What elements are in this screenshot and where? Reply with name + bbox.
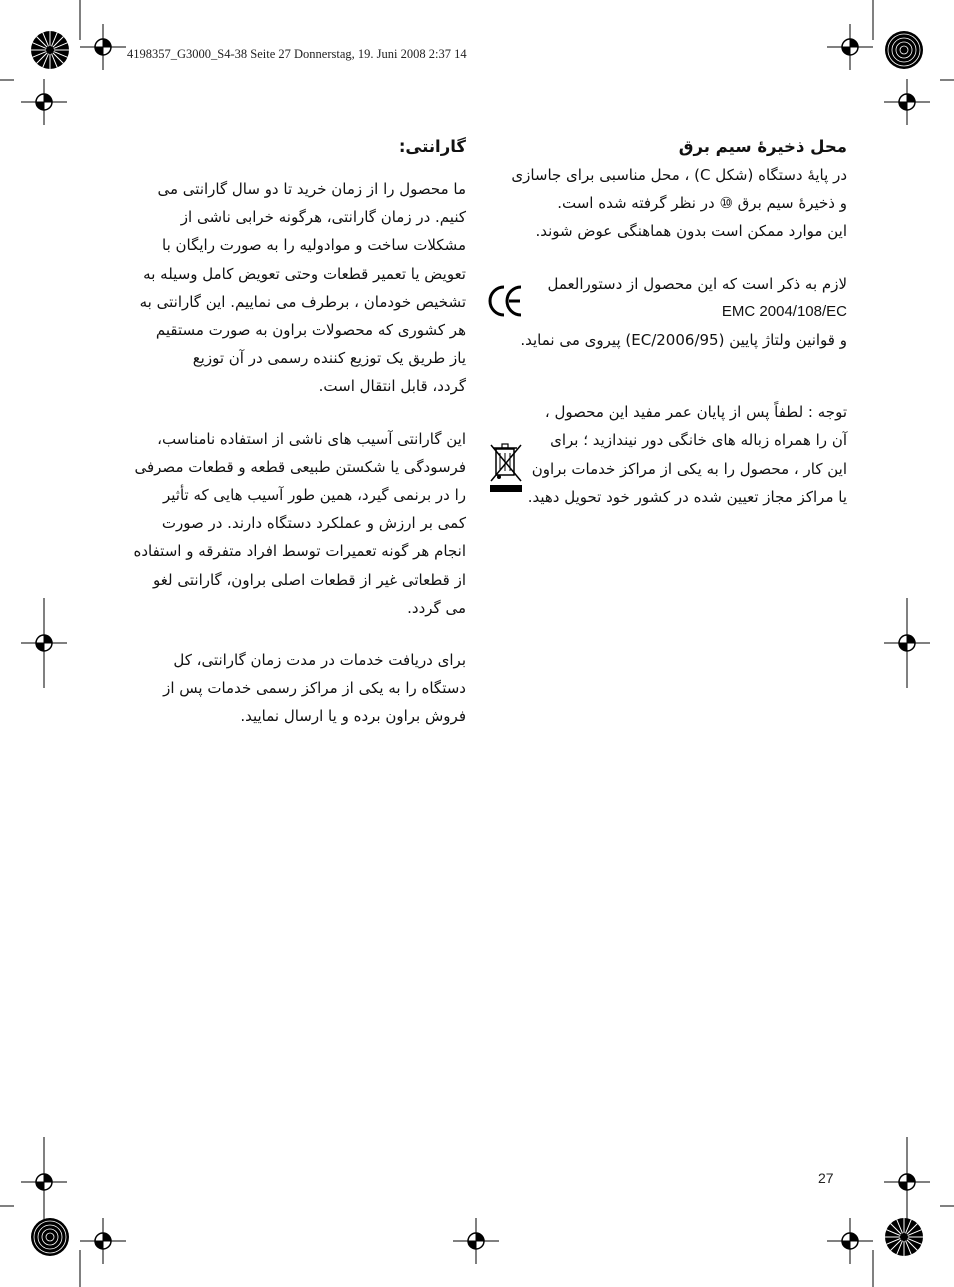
warranty-line: فرسودگی یا شکستن طبیعی قطعه و قطعات مصرفی [134, 457, 466, 476]
warranty-line: کنیم. در زمان گارانتی، هرگونه خرابی ناشی از [180, 208, 466, 227]
warranty-line: کمی بر ارزش و عملکرد دستگاه دارند. در صورت [161, 514, 466, 533]
warranty-heading: گارانتی: [398, 137, 466, 156]
disposal-line: آن را همراه زباله های خانگی دور نیندازید ؛ برای [550, 431, 847, 450]
warranty-line: برای دریافت خدمات در مدت زمان گارانتی، کل [173, 651, 466, 670]
sunburst-target-icon [30, 1217, 70, 1257]
conformity-section [505, 270, 847, 355]
sunburst-target-icon [884, 1217, 924, 1257]
disposal-line: توجه : لطفاً پس از پایان عمر مفید این محصول ، [544, 403, 847, 422]
storage-line: این موارد ممکن است بدون هماهنگی عوض شوند. [535, 222, 847, 241]
warranty-line: یاز طریق یک توزیع کننده رسمی در آن توزیع [192, 349, 466, 368]
warranty-line: دستگاه را به یکی از مراکز رسمی خدمات پس از [163, 679, 466, 698]
storage-line: و ذخیرهٔ سیم برق ⑩ در نظر گرفته شده است. [557, 194, 847, 213]
warranty-paragraph-2 [135, 425, 466, 622]
storage-heading: محل ذخیرهٔ سیم برق [678, 137, 847, 156]
warranty-paragraph-3 [135, 646, 466, 731]
warranty-line: ما محصول را از زمان خرید تا دو سال گارانتی می [157, 180, 466, 198]
right-column [505, 133, 847, 511]
conformity-line: و قوانین ولتاژ پایین (2006/95/EC) پیروی می نماید. [520, 331, 847, 350]
warranty-line: می گردد. [407, 598, 466, 617]
disposal-line: این کار ، محصول را به یکی از مراکز خدمات براون [531, 459, 847, 478]
disposal-section [505, 398, 847, 511]
emc-directive: EMC 2004/108/EC [721, 302, 847, 320]
print-info-header: 4198357_G3000_S4-38 Seite 27 Donnerstag, 19. Juni 2008 2:37 14 [127, 47, 467, 61]
sunburst-target-icon [30, 30, 70, 70]
warranty-line: مشکلات ساخت و موادولیه را به صورت رایگان با [162, 236, 466, 255]
warranty-line: این گارانتی آسیب های ناشی از استفاده نامناسب، [157, 429, 466, 448]
warranty-line: انجام هر گونه تعمیرات توسط افراد متفرقه و استفاده [133, 542, 466, 561]
warranty-line: گردد، قابل انتقال است. [318, 377, 466, 396]
warranty-line: تشخیص خودمان ، برطرف می نماییم. این گارانتی به [139, 292, 466, 311]
ce-mark-icon [488, 283, 524, 319]
warranty-line: تعویض یا تعمیر قطعات وحتی تعویض کامل وسیله به [143, 264, 466, 283]
crossed-out-wheelie-bin-icon [488, 441, 524, 493]
warranty-line: هر کشوری که محصولات براون به صورت مستقیم [155, 321, 466, 340]
left-column [135, 133, 466, 731]
conformity-line: لازم به ذکر است که این محصول از دستورالعمل [547, 274, 847, 293]
warranty-line: فروش براون برده و یا ارسال نمایید. [240, 707, 466, 726]
warranty-line: را در برنمی گیرد، همین طور آسیب هایی که تأثیر [162, 486, 466, 505]
storage-line: در پایهٔ دستگاه (شکل C) ، محل مناسبی برای جاسازی [511, 166, 847, 184]
warranty-line: از قطعاتی غیر از قطعات اصلی براون، گارانتی لغو [153, 570, 466, 589]
page-number: 27 [818, 1170, 834, 1186]
storage-section [505, 133, 847, 246]
sunburst-target-icon [884, 30, 924, 70]
warranty-paragraph-1 [135, 175, 466, 401]
disposal-line: یا مراکز مجاز تعیین شده در کشور خود تحویل دهید. [527, 487, 847, 506]
